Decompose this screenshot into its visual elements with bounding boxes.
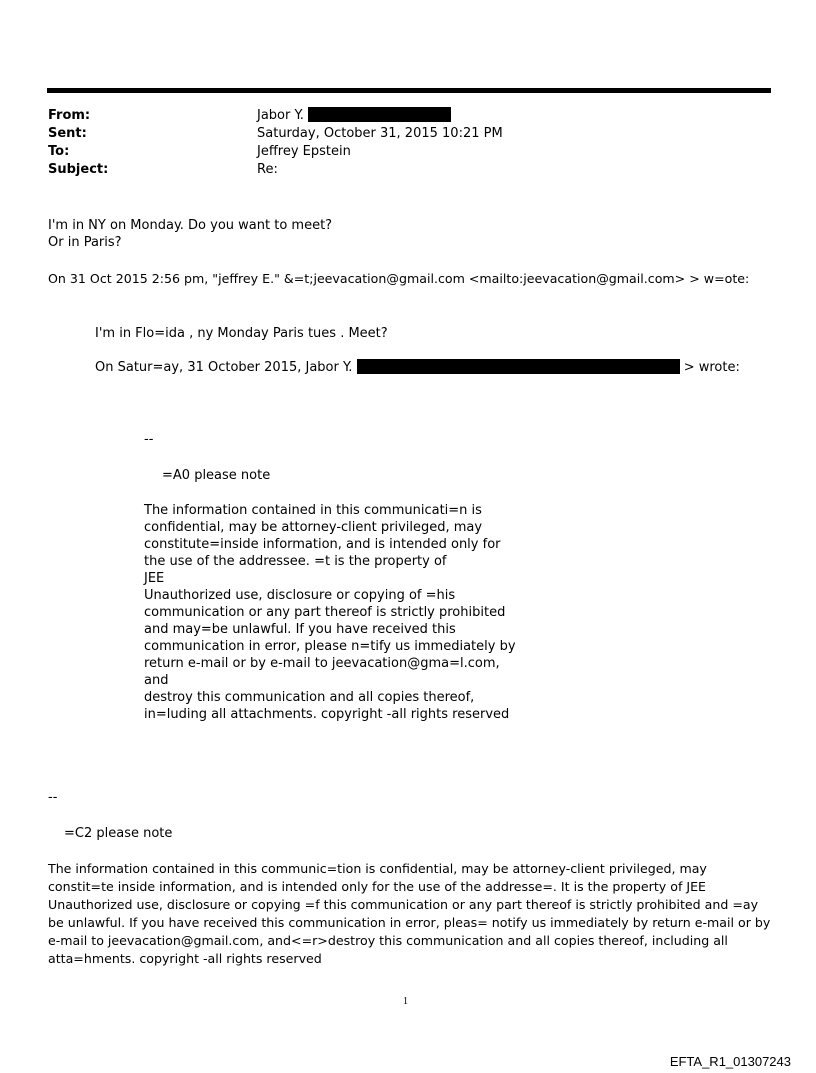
disclaimer-line: Unauthorized use, disclosure or copying of =his: [144, 588, 456, 603]
disclaimer-line: destroy this communication and all copies thereof,: [144, 690, 475, 705]
nested-intro: [95, 359, 740, 376]
sent-value: Saturday, October 31, 2015 10:21 PM: [257, 126, 503, 141]
header-rule: [47, 88, 771, 93]
page-number: 1: [403, 996, 408, 1007]
disclaimer-line: return e-mail or by e-mail to jeevacation@gma=l.com, and: [144, 656, 500, 688]
disclaimer-line: constitute=inside information, and is intended only for: [144, 537, 501, 552]
disclaimer-line: in=luding all attachments. copyright -all rights reserved: [144, 707, 510, 722]
body-line-2: Or in Paris?: [48, 235, 122, 250]
disclaimer-line: and may=be unlawful. If you have received this: [144, 622, 456, 637]
disclaimer-line: JEE: [144, 571, 165, 586]
to-value: Jeffrey Epstein: [257, 144, 351, 159]
redaction-bar: [308, 107, 451, 122]
quote-intro: On 31 Oct 2015 2:56 pm, "jeffrey E." &=t;jeevacation@gmail.com <mailto:jeevacation@gmail.com> > w=ote:: [48, 271, 750, 286]
document-id: EFTA_R1_01307243: [669, 1054, 791, 1069]
sig-dashes: --: [144, 432, 154, 447]
subject-value: Re:: [257, 162, 278, 177]
from-name: Jabor Y.: [257, 108, 304, 123]
from-label: From:: [48, 108, 91, 123]
disclaimer-line: communication or any part thereof is strictly prohibited: [144, 605, 506, 620]
nested-intro-wrote: > wrote:: [683, 360, 740, 375]
disclaimer-line: The information contained in this communicati=n is: [144, 503, 482, 518]
nested-intro-text: On Satur=ay, 31 October 2015, Jabor Y.: [95, 360, 353, 375]
outer-note: =C2 please note: [64, 826, 173, 841]
redaction-bar: [357, 359, 680, 374]
subject-label: Subject:: [48, 162, 109, 177]
sig-note: =A0 please note: [162, 468, 271, 483]
to-label: To:: [48, 144, 70, 159]
reply-line: I'm in Flo=ida , ny Monday Paris tues . Meet?: [95, 326, 388, 341]
body-line-1: I'm in NY on Monday. Do you want to meet?: [48, 218, 333, 233]
from-value: [257, 107, 451, 125]
outer-dashes: --: [48, 790, 58, 805]
signature-disclaimer: [144, 502, 524, 723]
sent-label: Sent:: [48, 126, 87, 141]
disclaimer-line: confidential, may be attorney-client privileged, may: [144, 520, 483, 535]
disclaimer-line: communication in error, please n=tify us immediately by: [144, 639, 516, 654]
disclaimer-line: the use of the addressee. =t is the property of: [144, 554, 447, 569]
outer-disclaimer: The information contained in this communic=tion is confidential, may be attorney-client privileged, may constit=te inside information, and is intended only for the use of the addresse=. It is the property of JEE Unauthorized use, disclosure or copying =f this communication or any part thereof is strictly prohibited and =ay be unlawful. If you have received this communication in error, pleas= notify us immediately by return e-mail or by e-mail to jeevacation@gmail.com, and<=r>destroy this communication and all copies thereof, including all atta=hments. copyright -all rights reserved: [48, 861, 771, 966]
